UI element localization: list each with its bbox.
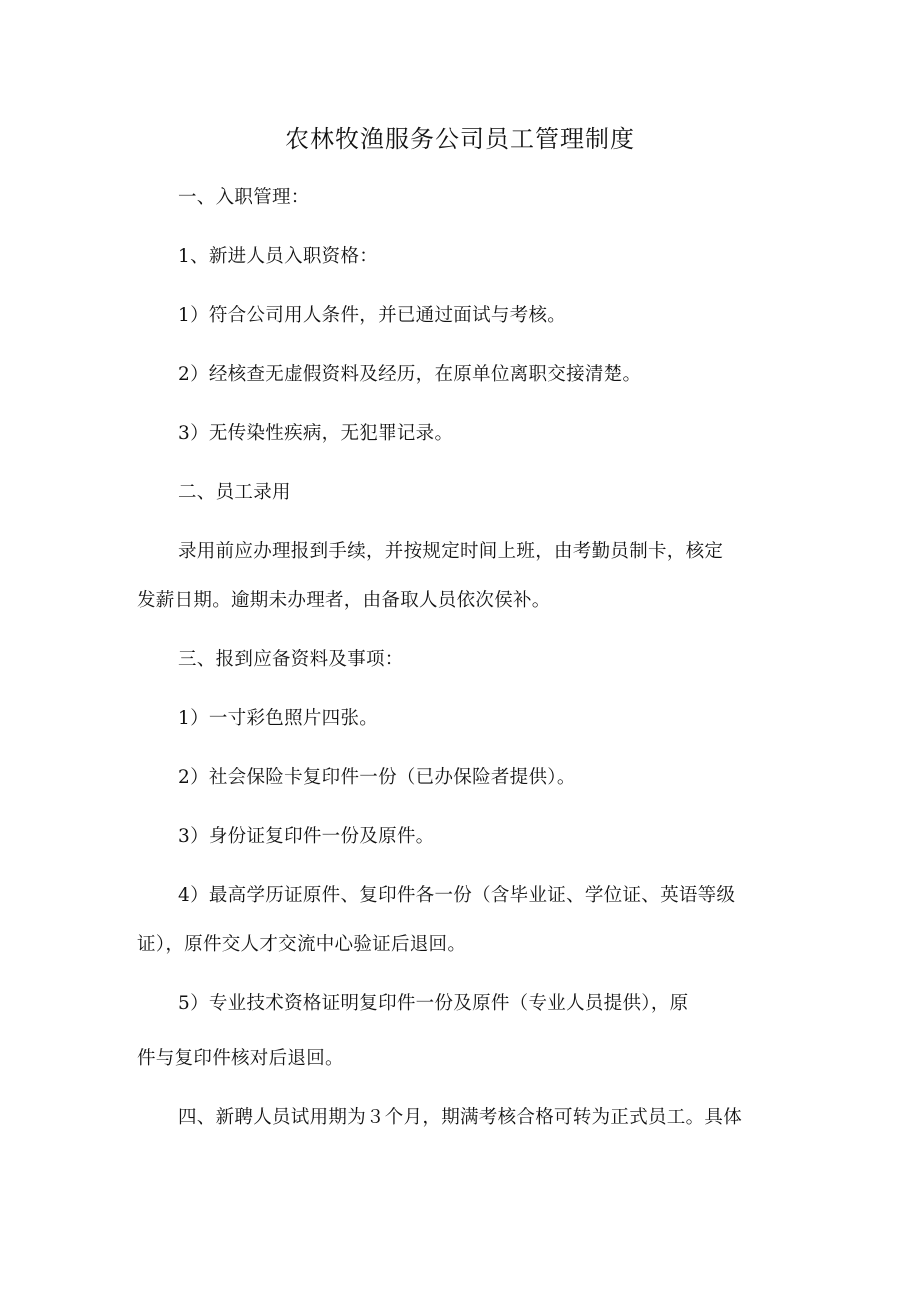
list-item-materials-4-line-1: 4）最高学历证原件、复印件各一份（含毕业证、学位证、英语等级 bbox=[178, 885, 736, 906]
list-item-materials-4-line-2: 证），原件交人才交流中心验证后退回。 bbox=[137, 934, 467, 955]
list-item-eligibility-3: 3）无传染性疾病，无犯罪记录。 bbox=[178, 423, 454, 444]
list-item-materials-5-line-2: 件与复印件核对后退回。 bbox=[137, 1048, 344, 1069]
list-item-materials-5-line-1: 5）专业技术资格证明复印件一份及原件（专业人员提供），原 bbox=[178, 993, 689, 1014]
section-heading-materials: 三、报到应备资料及事项： bbox=[178, 649, 404, 670]
section-heading-hiring: 二、员工录用 bbox=[178, 482, 291, 503]
list-item-materials-3: 3）身份证复印件一份及原件。 bbox=[178, 826, 435, 847]
subheading-eligibility: 1、新进人员入职资格： bbox=[178, 246, 379, 267]
list-item-materials-2: 2）社会保险卡复印件一份（已办保险者提供）。 bbox=[178, 767, 576, 788]
document-title: 农林牧渔服务公司员工管理制度 bbox=[285, 125, 635, 153]
list-item-eligibility-1: 1）符合公司用人条件，并已通过面试与考核。 bbox=[178, 305, 567, 326]
paragraph-hiring-line-1: 录用前应办理报到手续，并按规定时间上班，由考勤员制卡，核定 bbox=[178, 541, 724, 562]
section-heading-onboarding: 一、入职管理： bbox=[178, 187, 310, 208]
list-item-materials-1: 1）一寸彩色照片四张。 bbox=[178, 708, 379, 729]
section-heading-probation: 四、新聘人员试用期为３个月，期满考核合格可转为正式员工。具体 bbox=[178, 1107, 743, 1128]
paragraph-hiring-line-2: 发薪日期。逾期未办理者，由备取人员依次侯补。 bbox=[137, 590, 551, 611]
list-item-eligibility-2: 2）经核查无虚假资料及经历，在原单位离职交接清楚。 bbox=[178, 364, 642, 385]
